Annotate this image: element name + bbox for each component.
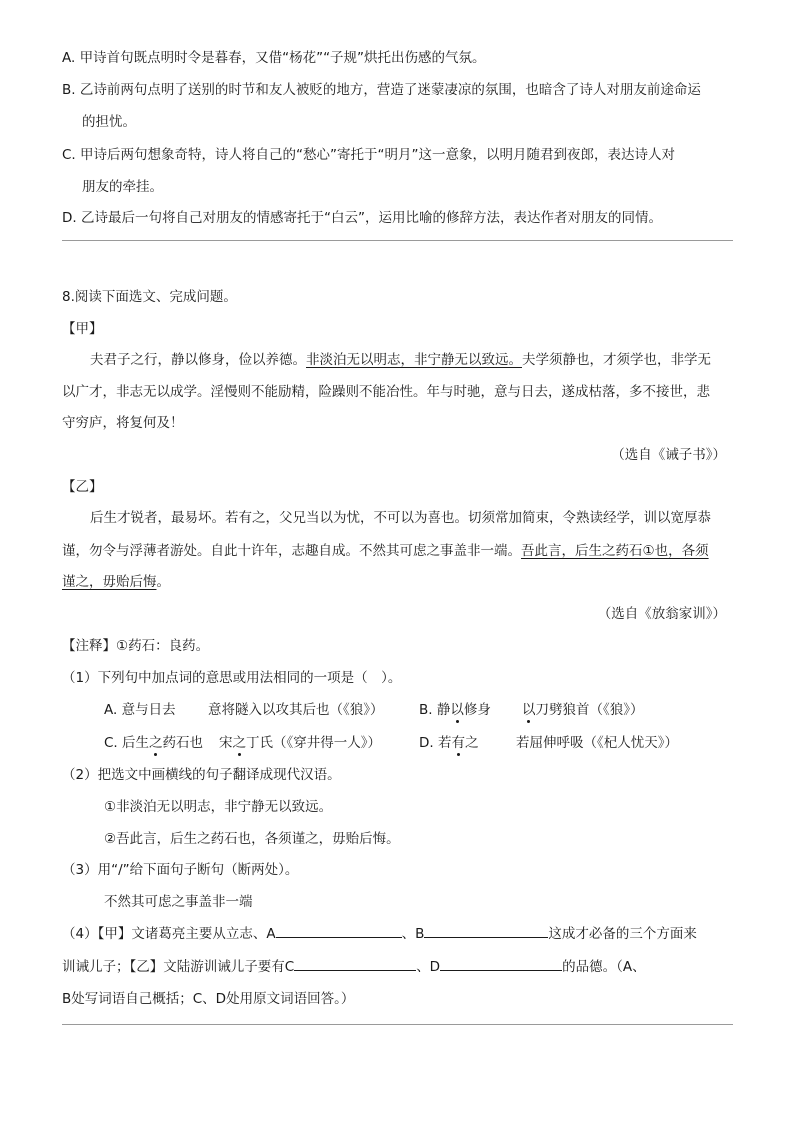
passage-jia-line1 bbox=[90, 348, 711, 368]
answer-blank-c[interactable] bbox=[294, 957, 416, 971]
sub4-text: 这成才必备的三个方面来 bbox=[548, 926, 697, 942]
divider-bottom bbox=[62, 1024, 733, 1025]
option-c-text: 药石也 bbox=[162, 735, 204, 751]
option-d-text: 之 bbox=[464, 735, 479, 751]
passage-jia-line2: 以广才，非志无以成学。淫慢则不能励精，险躁则不能冶性。年与时驰，意与日去，遂成枯落，多不接世，悲 bbox=[62, 384, 710, 400]
underlined-sentence-2: 吾此言，后生之药石①也，各须 bbox=[521, 543, 709, 559]
dotted-word: 之 bbox=[149, 731, 163, 751]
sub1-option-c-compare bbox=[219, 731, 381, 751]
dotted-word: 以 bbox=[450, 698, 464, 718]
passage-jia-label: 【甲】 bbox=[62, 321, 103, 337]
sub-question-4-line3: B处写词语自己概括；C、D处用原文词语回答。） bbox=[62, 991, 355, 1007]
option-b-line1: B. 乙诗前两句点明了送别的时节和友人被贬的地方，营造了迷蒙凄凉的氛围，也暗含了诗人对朋友前途命运 bbox=[62, 82, 701, 98]
translate-sentence-2: ②吾此言，后生之药石也，各须谨之，毋贻后悔。 bbox=[104, 831, 400, 847]
answer-blank-a[interactable] bbox=[276, 924, 402, 938]
passage-jia-text: 夫君子之行，静以修身，俭以养德。 bbox=[90, 352, 306, 368]
option-c-compare-text: 宋 bbox=[219, 735, 233, 751]
sub1-option-c bbox=[104, 731, 203, 751]
translate-sentence-1: ①非淡泊无以明志，非宁静无以致远。 bbox=[104, 799, 333, 815]
underlined-sentence-2-end: 谨之，毋贻后悔 bbox=[62, 574, 157, 590]
sub1-option-a bbox=[104, 698, 176, 718]
option-c-line1: C. 甲诗后两句想象奇特，诗人将自己的“愁心”寄托于“明月”这一意象，以明月随君到夜郎，表达诗人对 bbox=[62, 147, 675, 163]
option-a-sentence: A. 意与日去 bbox=[104, 702, 176, 718]
sub4-text: 、B bbox=[401, 926, 425, 942]
passage-yi-text: 谨，勿令与浮薄者游处。自此十许年，志趣自成。不然其可虑之事盖非一端。 bbox=[62, 543, 521, 559]
underlined-sentence-1: 非淡泊无以明志，非宁静无以致远。 bbox=[306, 352, 522, 368]
passage-yi-line2 bbox=[62, 539, 709, 559]
sub1-option-d bbox=[419, 731, 478, 751]
option-b-line2: 的担忧。 bbox=[82, 114, 136, 130]
option-d: D. 乙诗最后一句将自己对朋友的情感寄托于“白云”，运用比喻的修辞方法，表达作者对朋友的同情。 bbox=[62, 210, 662, 226]
sub-question-1-stem: （1）下列句中加点词的意思或用法相同的一项是（ ）。 bbox=[62, 670, 402, 686]
passage-jia-text: 夫学须静也，才须学也，非学无 bbox=[522, 352, 711, 368]
option-c-compare-text: 丁氏（《穿井得一人》） bbox=[246, 735, 381, 751]
dotted-word: 有 bbox=[451, 731, 465, 751]
sub-question-4-line2 bbox=[62, 955, 646, 975]
sub-question-3-stem: （3）用“/”给下面句子断句（断两处）。 bbox=[62, 862, 299, 878]
option-c-text: C. 后生 bbox=[104, 735, 150, 751]
passage-yi-line3 bbox=[62, 570, 170, 590]
sub4-text: （4）【甲】文诸葛亮主要从立志、A bbox=[62, 926, 276, 942]
option-d-text: D. 若 bbox=[419, 735, 452, 751]
sub4-text: 、D bbox=[416, 959, 441, 975]
sub-question-2-stem: （2）把选文中画横线的句子翻译成现代汉语。 bbox=[62, 767, 341, 783]
answer-blank-b[interactable] bbox=[424, 924, 548, 938]
option-a: A. 甲诗首句既点明时令是暮春，又借“杨花”“子规”烘托出伤感的气氛。 bbox=[62, 50, 486, 66]
question-8-title: 8.阅读下面选文、完成问题。 bbox=[62, 289, 237, 305]
annotation-note: 【注释】①药石：良药。 bbox=[62, 638, 210, 654]
sub-question-4-line1 bbox=[62, 922, 697, 942]
dotted-word: 以 bbox=[522, 698, 536, 718]
passage-yi-source: （选自《放翁家训》） bbox=[597, 606, 726, 622]
passage-jia-source: （选自《诫子书》） bbox=[611, 447, 726, 463]
option-b-text: 修身 bbox=[463, 702, 491, 718]
period: 。 bbox=[156, 574, 170, 590]
option-b-text: B. 静 bbox=[419, 702, 451, 718]
passage-yi-label: 【乙】 bbox=[62, 479, 103, 495]
sub1-option-b bbox=[419, 698, 491, 718]
sub4-text: 训诫儿子；【乙】文陆游训诫儿子要有C bbox=[62, 959, 295, 975]
divider-top bbox=[62, 240, 733, 241]
option-c-line2: 朋友的牵挂。 bbox=[82, 179, 163, 195]
sub4-text: 的品德。（A、 bbox=[562, 959, 646, 975]
passage-yi-line1: 后生才锐者，最易坏。若有之，父兄当以为忧，不可以为喜也。切须常加简束，令熟读经学，训以宽厚恭 bbox=[90, 510, 711, 526]
sub1-option-d-compare: 若屈伸呼吸（《杞人忧天》） bbox=[516, 735, 678, 751]
passage-jia-line3: 守穷庐，将复何及！ bbox=[62, 415, 184, 431]
sub1-option-a-compare: 意将隧入以攻其后也（《狼》） bbox=[208, 702, 384, 718]
dotted-word: 之 bbox=[233, 731, 247, 751]
answer-blank-d[interactable] bbox=[440, 957, 562, 971]
option-b-compare-text: 刀劈狼首（《狼》） bbox=[535, 702, 644, 718]
punctuation-sentence: 不然其可虑之事盖非一端 bbox=[104, 894, 253, 910]
sub1-option-b-compare bbox=[522, 698, 644, 718]
